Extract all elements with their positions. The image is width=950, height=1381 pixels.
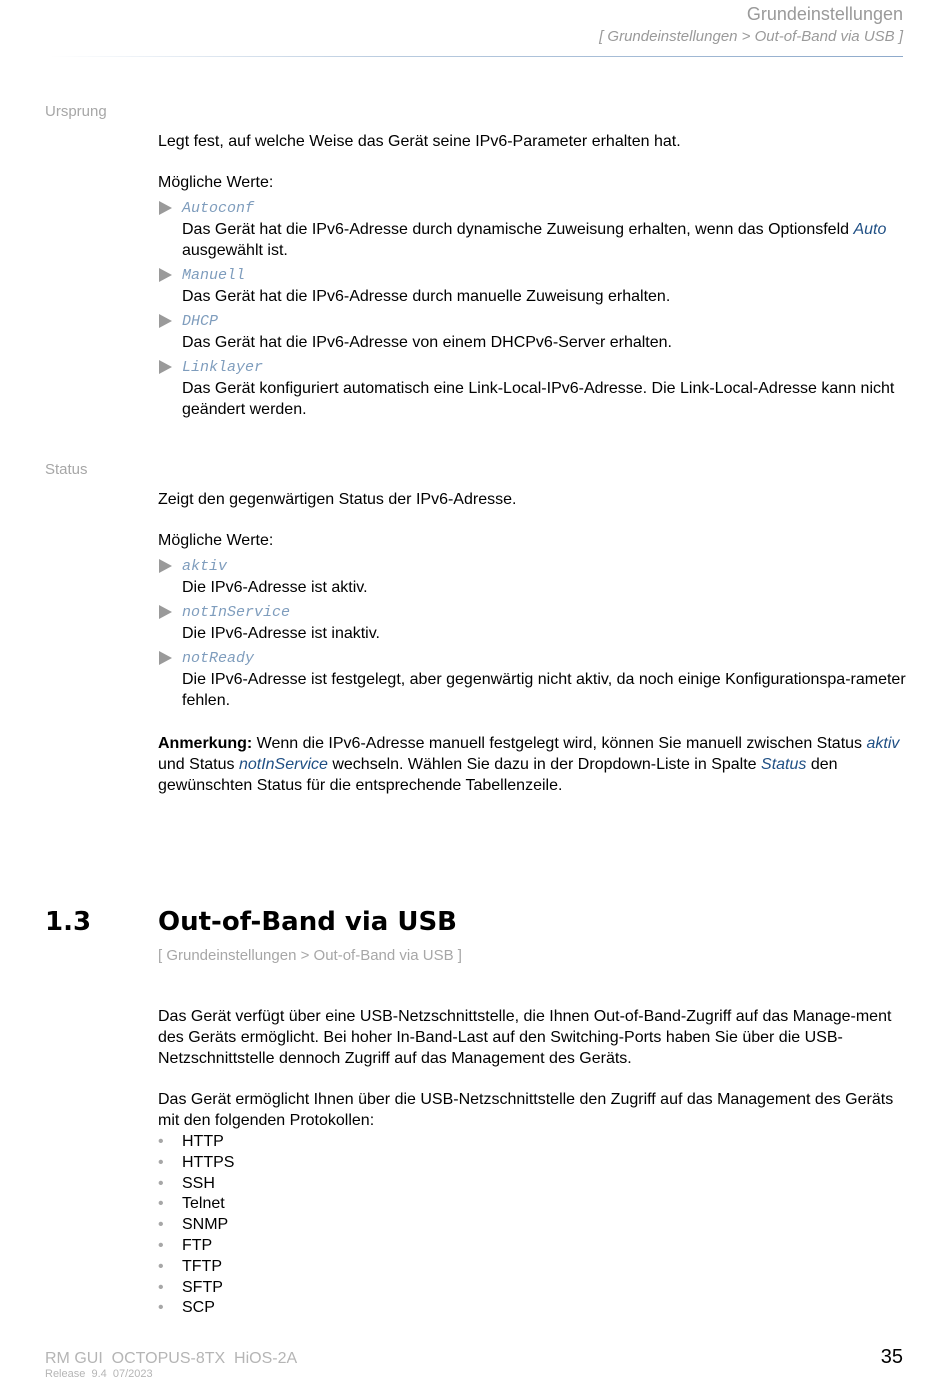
page-number: 35 [880,1346,903,1368]
section-number: 1.3 [45,907,92,937]
protocol-name: SSH [182,1174,215,1192]
value-code: notReady [182,650,255,667]
bullet-dot-icon: • [158,1299,164,1317]
triangle-bullet-icon [159,651,172,665]
triangle-bullet-icon [159,201,172,215]
list-item [158,1173,234,1194]
list-item [158,358,908,420]
protocol-name: FTP [182,1236,213,1254]
parameter-label-status: Status [45,461,88,478]
note-text: Wenn die IPv6-Adresse manuell festgelegt wird, können Sie manuell zwischen Status [252,735,867,752]
bullet-dot-icon: • [158,1174,164,1192]
note-text: den gewünschten Status für die entsprechende Tabellenzeile. [158,756,838,794]
list-item [158,557,908,598]
parameter-label-ursprung: Ursprung [45,103,107,120]
value-code: DHCP [182,313,219,330]
protocol-name: HTTPS [182,1153,235,1171]
bullet-dot-icon: • [158,1153,164,1171]
value-description: Das Gerät hat die IPv6-Adresse von einem DHCPv6-Server erhalten. [182,334,672,351]
protocol-name: HTTP [182,1133,224,1150]
footer-document-title: RM GUI OCTOPUS-8TX HiOS-2A [45,1350,298,1367]
triangle-bullet-icon [159,605,172,619]
list-item [158,1256,234,1277]
header-rule [50,56,903,57]
value-description: Das Gerät konfiguriert automatisch eine Link-Local-IPv6-Adresse. Die Link-Local-Adresse kann nicht geändert werden. [182,380,895,418]
bullet-dot-icon: • [158,1257,164,1275]
gui-reference: Auto [853,221,887,238]
footer-release: Release 9.4 07/2023 [45,1368,153,1380]
list-item [158,649,908,711]
ursprung-intro: Legt fest, auf welche Weise das Gerät seine IPv6-Parameter erhalten hat. [158,133,681,150]
status-values-list [158,557,908,716]
status-values-heading: Mögliche Werte: [158,532,274,549]
gui-reference: Status [761,756,807,773]
bullet-dot-icon: • [158,1236,164,1254]
list-item [158,1131,234,1152]
value-code: notInService [182,604,291,621]
bullet-dot-icon: • [158,1195,164,1213]
list-item [158,312,908,353]
note-text: wechseln. Wählen Sie dazu in der Dropdown-Liste in Spalte [327,756,762,773]
value-code: Manuell [182,267,246,284]
triangle-bullet-icon [159,360,172,374]
status-note [158,733,908,796]
note-text: und Status [158,756,239,773]
value-code: Autoconf [182,200,255,217]
list-item [158,1214,234,1235]
triangle-bullet-icon [159,559,172,573]
protocol-name: SNMP [182,1216,229,1234]
value-description: Die IPv6-Adresse ist inaktiv. [182,625,380,642]
running-header-title: Grundeinstellungen [746,4,903,24]
note-label: Anmerkung: [158,735,253,752]
protocol-list [158,1131,234,1318]
section-breadcrumb: [ Grundeinstellungen > Out-of-Band via USB ] [158,947,462,964]
value-description [182,219,908,261]
list-item [158,266,908,307]
status-intro: Zeigt den gegenwärtigen Status der IPv6-Adresse. [158,491,517,508]
list-item [158,1235,234,1256]
value-code: Linklayer [182,359,264,376]
section-paragraph-2: Das Gerät ermöglicht Ihnen über die USB-Netzschnittstelle den Zugriff auf das Management des Geräts mit den folgenden Protokollen: [158,1091,894,1129]
triangle-bullet-icon [159,314,172,328]
gui-reference: notInService [238,756,328,773]
value-code: aktiv [182,558,228,575]
list-item [158,199,908,261]
protocol-name: Telnet [182,1195,225,1213]
ursprung-values-list [158,199,908,425]
bullet-dot-icon: • [158,1278,164,1296]
section-title: Out-of-Band via USB [158,907,457,937]
bullet-dot-icon: • [158,1133,164,1150]
ursprung-values-heading: Mögliche Werte: [158,174,274,191]
gui-reference: aktiv [866,735,900,752]
triangle-bullet-icon [159,268,172,282]
list-item [158,603,908,644]
description-text: Das Gerät hat die IPv6-Adresse durch dynamische Zuweisung erhalten, wenn das Optionsfeld [182,221,854,238]
protocol-name: SFTP [182,1278,223,1296]
description-text: ausgewählt ist. [182,242,288,259]
list-item [158,1193,234,1214]
value-description: Die IPv6-Adresse ist festgelegt, aber gegenwärtig nicht aktiv, da noch einige Konfigurationspa-rameter fehlen. [182,671,906,709]
bullet-dot-icon: • [158,1216,164,1234]
protocol-name: SCP [182,1299,215,1317]
running-header-path: [ Grundeinstellungen > Out-of-Band via USB ] [599,28,903,45]
list-item [158,1297,234,1318]
protocol-name: TFTP [182,1257,222,1275]
value-description: Die IPv6-Adresse ist aktiv. [182,579,368,596]
list-item [158,1152,234,1173]
section-paragraph-1: Das Gerät verfügt über eine USB-Netzschnittstelle, die Ihnen Out-of-Band-Zugriff auf das Manage-ment des Geräts ermöglicht. Bei hoher In-Band-Last auf den Switching-Ports haben Sie über die USB-Netzschnittstelle dennoch Zugriff auf das Management des Geräts. [158,1008,892,1067]
list-item [158,1277,234,1298]
value-description: Das Gerät hat die IPv6-Adresse durch manuelle Zuweisung erhalten. [182,288,671,305]
